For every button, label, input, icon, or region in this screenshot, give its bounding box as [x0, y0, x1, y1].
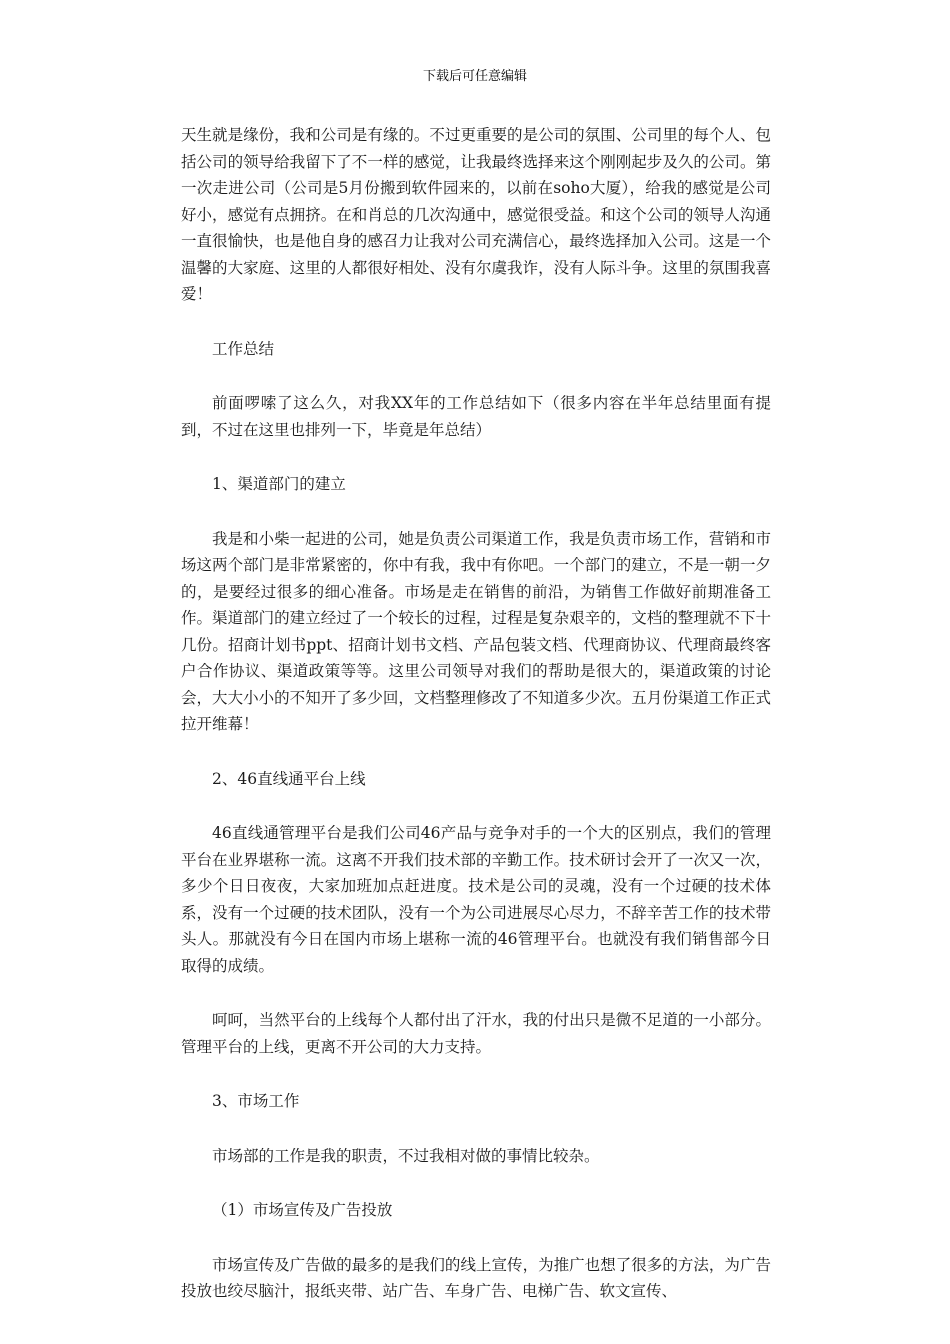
section-heading-summary: 工作总结	[212, 339, 275, 358]
summary-paragraph: 前面啰嗦了这么久，对我XX年的工作总结如下（很多内容在半年总结里面有提到，不过在这里也排列一下，毕竟是年总结）	[181, 394, 771, 439]
section-heading-1: 1、渠道部门的建立	[212, 475, 346, 493]
advertising-paragraph: 市场宣传及广告做的最多的是我们的线上宣传，为推广也想了很多的方法，为广告投放也绞尽脑汁，报纸夹带、站广告、车身广告、电梯广告、软文宣传、	[181, 1255, 771, 1300]
channel-paragraph: 我是和小柴一起进的公司，她是负责公司渠道工作，我是负责市场工作，营销和市场这两个部门是非常紧密的，你中有我，我中有你吧。一个部门的建立，不是一朝一夕的，是要经过很多的细心准备。市场是走在销售的前沿，为销售工作做好前期准备工作。渠道部门的建立经过了一个较长的过程，过程是复杂艰辛的，文档的整理就不下十几份。招商计划书ppt、招商计划书文档、产品包装文档、代理商协议、代理商最终客户合作协议、渠道政策等等。这里公司领导对我们的帮助是很大的，渠道政策的讨论会，大大小小的不知开了多少回，文档整理修改了不知道多少次。五月份渠道工作正式拉开维幕！	[181, 529, 771, 733]
section-heading-2: 2、46直线通平台上线	[212, 769, 366, 788]
subsection-heading-3-1: （1）市场宣传及广告投放	[212, 1201, 393, 1219]
platform-paragraph: 46直线通管理平台是我们公司46产品与竞争对手的一个大的区别点，我们的管理平台在业界堪称一流。这离不开我们技术部的辛勤工作。技术研讨会开了一次又一次，多少个日日夜夜，大家加班加点赶进度。技术是公司的灵魂，没有一个过硬的技术体系，没有一个过硬的技术团队，没有一个为公司进展尽心尽力，不辞辛苦工作的技术带头人。那就没有今日在国内市场上堪称一流的46管理平台。也就没有我们销售部今日取得的成绩。	[181, 824, 771, 975]
intro-paragraph: 天生就是缘份，我和公司是有缘的。不过更重要的是公司的氛围、公司里的每个人、包括公司的领导给我留下了不一样的感觉，让我最终选择来这个刚刚起步及久的公司。第一次走进公司（公司是5月份搬到软件园来的，以前在soho大厦），给我的感觉是公司好小，感觉有点拥挤。在和肖总的几次沟通中，感觉很受益。和这个公司的领导人沟通一直很愉快，也是他自身的感召力让我对公司充满信心，最终选择加入公司。这是一个温馨的大家庭、这里的人都很好相处、没有尔虞我诈，没有人际斗争。这里的氛围我喜爱！	[181, 126, 771, 303]
section-heading-3: 3、市场工作	[212, 1092, 300, 1110]
document-body	[181, 122, 771, 1333]
market-paragraph: 市场部的工作是我的职责，不过我相对做的事情比较杂。	[212, 1146, 600, 1165]
page-header: 下载后可任意编辑	[422, 69, 527, 84]
platform-followup-paragraph: 呵呵，当然平台的上线每个人都付出了汗水，我的付出只是微不足道的一小部分。管理平台的上线，更离不开公司的大力支持。	[181, 1011, 771, 1056]
